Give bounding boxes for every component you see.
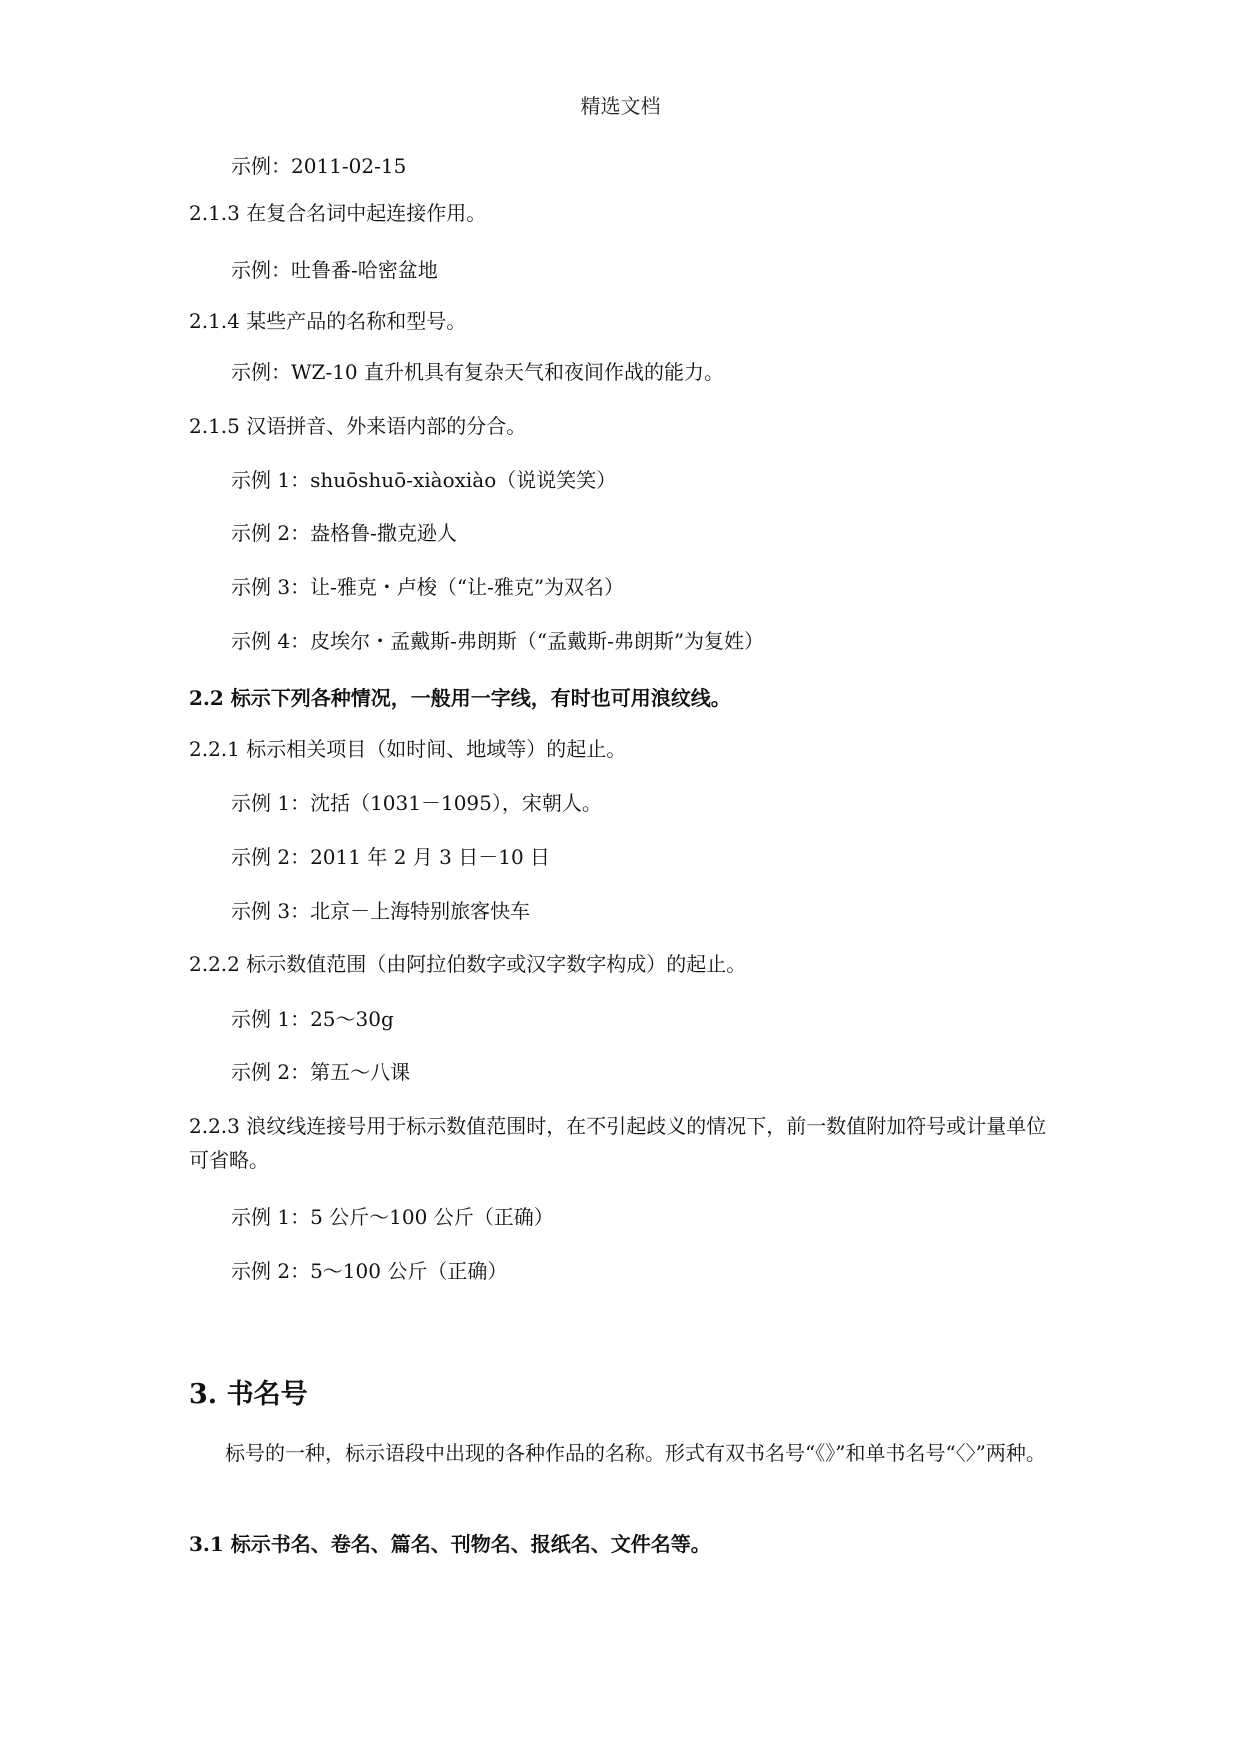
example-line: 示例 1：5 公斤～100 公斤（正确） — [231, 1205, 554, 1229]
example-line: 示例 1：shuōshuō-xiàoxiào（说说笑笑） — [231, 468, 617, 492]
section-2-2: 2.2 标示下列各种情况，一般用一字线，有时也可用浪纹线。 — [189, 686, 731, 710]
section-3-1: 3.1 标示书名、卷名、篇名、刊物名、报纸名、文件名等。 — [189, 1532, 711, 1556]
section-2-2-1: 2.2.1 标示相关项目（如时间、地域等）的起止。 — [189, 737, 627, 761]
section-2-2-3: 2.2.3 浪纹线连接号用于标示数值范围时，在不引起歧义的情况下，前一数值附加符号或计量单位可省略。 — [189, 1114, 1047, 1172]
example-line: 示例：2011-02-15 — [231, 154, 407, 178]
section-3-intro: 标号的一种，标示语段中出现的各种作品的名称。形式有双书名号“《》”和单书名号“〈〉”两种。 — [225, 1441, 1046, 1465]
section-2-2-2: 2.2.2 标示数值范围（由阿拉伯数字或汉字数字构成）的起止。 — [189, 952, 747, 976]
example-line: 示例 1：沈括（1031－1095），宋朝人。 — [231, 791, 602, 815]
section-2-1-3: 2.1.3 在复合名词中起连接作用。 — [189, 201, 487, 225]
example-line: 示例 2：第五～八课 — [231, 1060, 411, 1084]
example-line: 示例 2：5～100 公斤（正确） — [231, 1259, 508, 1283]
example-line: 示例 1：25～30g — [231, 1007, 394, 1031]
heading-3-book-title-marks: 3. 书名号 — [189, 1379, 308, 1410]
example-line: 示例：吐鲁番-哈密盆地 — [231, 258, 438, 282]
example-line: 示例 3：让-雅克・卢梭（“让-雅克”为双名） — [231, 575, 625, 599]
page-header: 精选文档 — [580, 94, 661, 118]
example-line: 示例：WZ-10 直升机具有复杂天气和夜间作战的能力。 — [231, 360, 725, 384]
example-line: 示例 2：盎格鲁-撒克逊人 — [231, 521, 457, 545]
example-line: 示例 4：皮埃尔・孟戴斯-弗朗斯（“孟戴斯-弗朗斯”为复姓） — [231, 629, 765, 653]
section-2-1-4: 2.1.4 某些产品的名称和型号。 — [189, 309, 467, 333]
section-2-1-5: 2.1.5 汉语拼音、外来语内部的分合。 — [189, 414, 527, 438]
example-line: 示例 2：2011 年 2 月 3 日－10 日 — [231, 845, 551, 869]
example-line: 示例 3：北京－上海特别旅客快车 — [231, 899, 531, 923]
